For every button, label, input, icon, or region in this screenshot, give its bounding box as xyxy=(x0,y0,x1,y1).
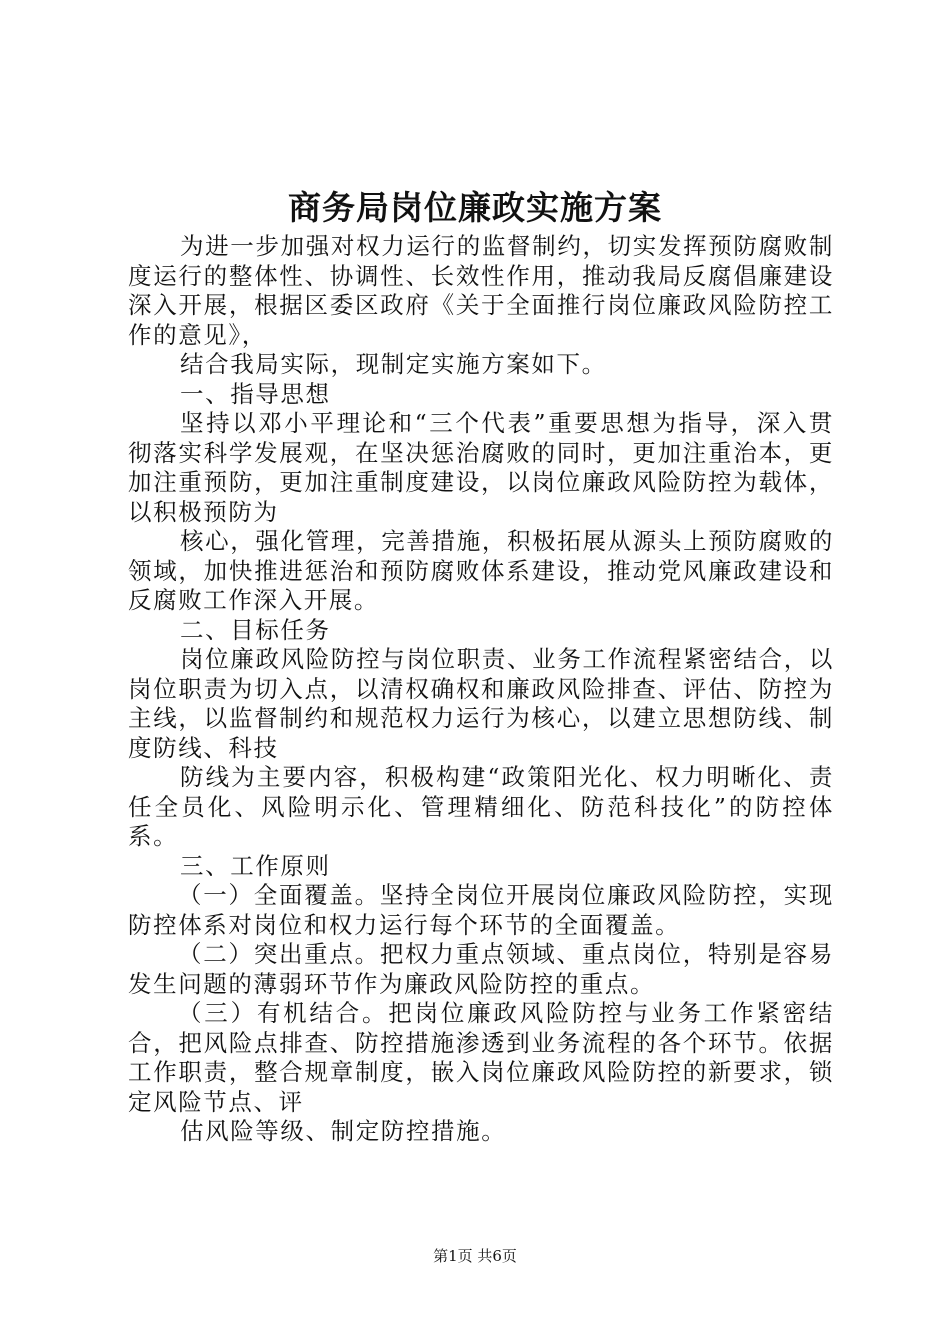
section-heading-work-principles: 三、工作原则 xyxy=(180,851,331,880)
paragraph-guiding-thought-continued: 核心，强化管理，完善措施，积极拓展从源头上预防腐败的领域，加快推进惩治和预防腐败体系建设，推动党风廉政建设和反腐败工作深入开展。 xyxy=(128,527,834,614)
paragraph-principle-1: （一）全面覆盖。坚持全岗位开展岗位廉政风险防控，实现防控体系对岗位和权力运行每个环节的全面覆盖。 xyxy=(128,881,834,939)
section-heading-guiding-thought: 一、指导思想 xyxy=(180,379,331,408)
paragraph-target-tasks-continued: 防线为主要内容，积极构建“政策阳光化、权力明晰化、责任全员化、风险明示化、管理精细化、防范科技化”的防控体系。 xyxy=(128,763,834,850)
paragraph-principle-2: （二）突出重点。把权力重点领域、重点岗位，特别是容易发生问题的薄弱环节作为廉政风险防控的重点。 xyxy=(128,940,834,998)
paragraph-principle-3-continued: 估风险等级、制定防控措施。 xyxy=(180,1117,507,1145)
paragraph-principle-3: （三）有机结合。把岗位廉政风险防控与业务工作紧密结合，把风险点排查、防控措施渗透到业务流程的各个环节。依据工作职责，整合规章制度，嵌入岗位廉政风险防控的新要求，锁定风险节点、评 xyxy=(128,999,834,1116)
page-footer: 第1页 共6页 xyxy=(433,1247,517,1265)
paragraph-intro: 为进一步加强对权力运行的监督制约，切实发挥预防腐败制度运行的整体性、协调性、长效性作用，推动我局反腐倡廉建设深入开展，根据区委区政府《关于全面推行岗位廉政风险防控工作的意见》， xyxy=(128,232,834,349)
paragraph-target-tasks: 岗位廉政风险防控与岗位职责、业务工作流程紧密结合，以岗位职责为切入点，以清权确权和廉政风险排查、评估、防控为主线，以监督制约和规范权力运行为核心，以建立思想防线、制度防线、科技 xyxy=(128,645,834,762)
paragraph-intro-continued: 结合我局实际，现制定实施方案如下。 xyxy=(180,350,607,378)
paragraph-guiding-thought: 坚持以邓小平理论和“三个代表”重要思想为指导，深入贯彻落实科学发展观，在坚决惩治腐败的同时，更加注重治本，更加注重预防，更加注重制度建设，以岗位廉政风险防控为载体，以积极预防为 xyxy=(128,409,834,526)
section-heading-target-tasks: 二、目标任务 xyxy=(180,615,331,644)
document-body xyxy=(128,232,834,1147)
document-title: 商务局岗位廉政实施方案 xyxy=(288,188,662,227)
